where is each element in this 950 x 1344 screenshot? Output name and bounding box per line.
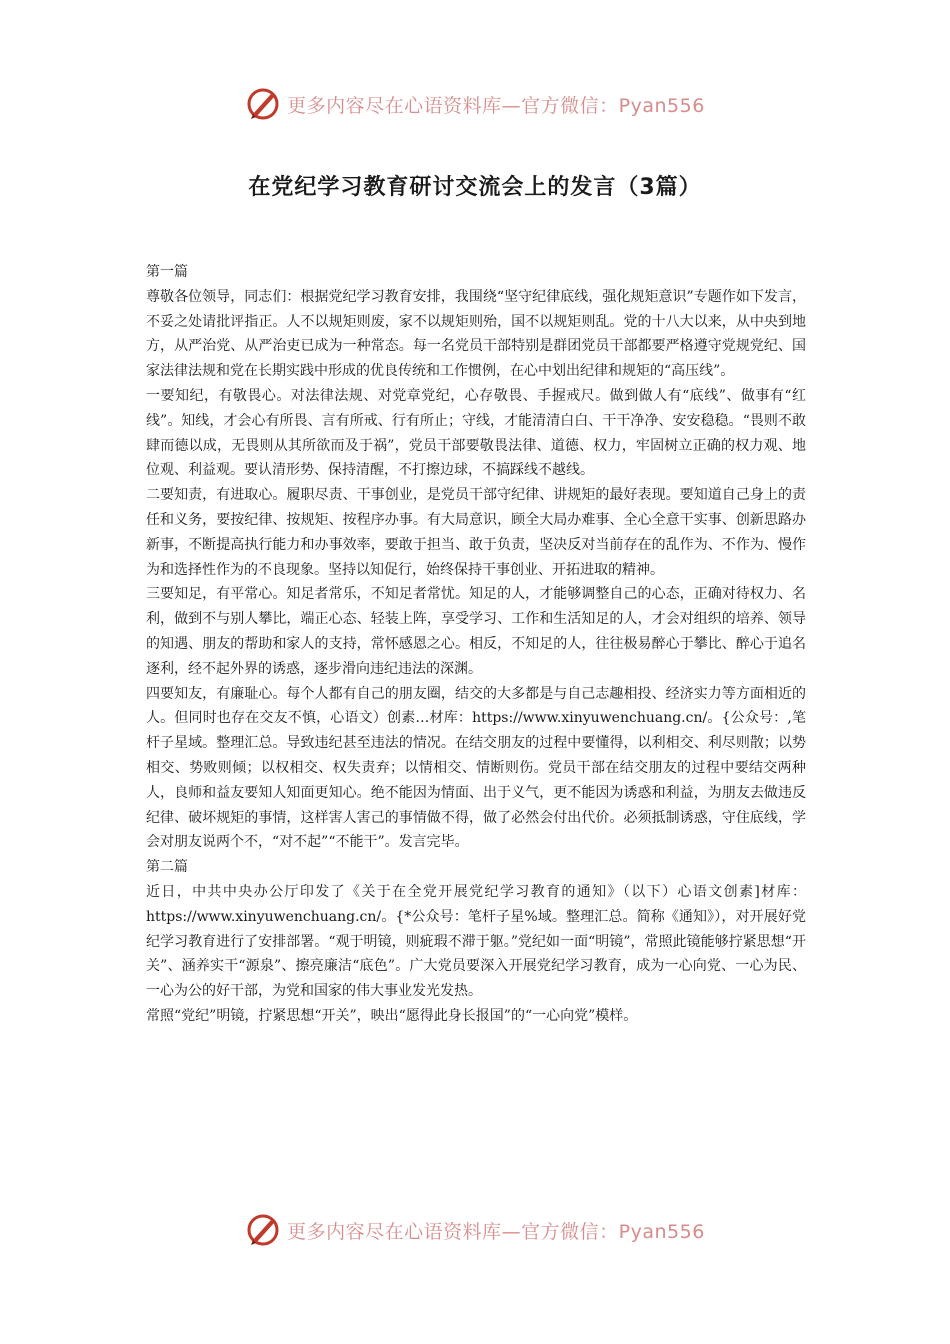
header-banner (0, 84, 950, 124)
paragraph: 一要知纪，有敬畏心。对法律法规、对党章党纪，心存敬畏、手握戒尺。做到做人有“底线”、做事有“红线”。知线，才会心有所畏、言有所戒、行有所止；守线，才能清清白白、干干净净、安安稳稳。“畏则不敢肆而德以成，无畏则从其所欲而及于祸”，党员干部要敬畏法律、道德、权力，牢固树立正确的权力观、地位观、利益观。要认清形势、保持清醒，不打擦边球，不搞踩线不越线。 (146, 387, 806, 479)
document-body (146, 260, 806, 1029)
pen-logo-icon (245, 86, 281, 122)
footer-banner (0, 1210, 950, 1250)
header-banner-text: 更多内容尽在心语资料库—官方微信：Pyan556 (287, 94, 705, 117)
document-title: 在党纪学习教育研讨交流会上的发言（3篇） (248, 175, 702, 200)
paragraph: 近日，中共中央办公厅印发了《关于在全党开展党纪学习教育的通知》（以下）心语文创素]材库：https://www.xinyuwenchuang.cn/。{*公众号：笔杆子星%域。整理汇总。简称《通知》），对开展好党纪学习教育进行了安排部署。“观于明镜，则疵瑕不滞于躯。”党纪如一面“明镜”，常照此镜能够拧紧思想“开关”、涵养实干“源泉”、擦亮廉洁“底色”。广大党员要深入开展党纪学习教育，成为一心向党、一心为民、一心为公的好干部，为党和国家的伟大事业发光发热。 (146, 883, 806, 1000)
footer-banner-text: 更多内容尽在心语资料库—官方微信：Pyan556 (287, 1220, 705, 1243)
paragraph: 三要知足，有平常心。知足者常乐，不知足者常忧。知足的人，才能够调整自己的心态，正确对待权力、名利，做到不与别人攀比，端正心态、轻装上阵，享受学习、工作和生活知足的人，才会对组织的培养、领导的知遇、朋友的帮助和家人的支持，常怀感恩之心。相反，不知足的人，往往极易醉心于攀比、醉心于追名逐利，经不起外界的诱惑，逐步滑向违纪违法的深渊。 (146, 586, 806, 677)
section-heading-2: 第二篇 (146, 859, 188, 876)
paragraph: 尊敬各位领导，同志们：根据党纪学习教育安排，我围绕“坚守纪律底线，强化规矩意识”专题作如下发言，不妥之处请批评指正。人不以规矩则废，家不以规矩则殆，国不以规矩则乱。党的十八大以来，从中央到地方，从严治党、从严治吏已成为一种常态。每一名党员干部特别是群团党员干部都要严格遵守党规党纪、国家法律法规和党在长期实践中形成的优良传统和工作惯例，在心中划出纪律和规矩的“高压线”。 (146, 288, 806, 380)
paragraph: 四要知友，有廉耻心。每个人都有自己的朋友圈，结交的大多都是与自己志趣相投、经济实力等方面相近的人。但同时也存在交友不慎，心语文）创素…材库：https://www.xinyuwenchuang.cn/。{公众号：,笔杆子星域。整理汇总。导致违纪甚至违法的情况。在结交朋友的过程中要懂得，以利相交、利尽则散；以势相交、势败则倾；以权相交、权失责弃；以情相交、情断则伤。党员干部在结交朋友的过程中要结交两种人，良师和益友要知人知面更知心。绝不能因为情面、出于义气，更不能因为诱惑和利益，为朋友去做违反纪律、破坏规矩的事情，这样害人害己的事情做不得，做了必然会付出代价。必须抵制诱惑，守住底线，学会对朋友说两个不，“对不起”“不能干”。发言完毕。 (146, 685, 806, 851)
section-heading-1: 第一篇 (146, 264, 188, 280)
pen-logo-icon (245, 1212, 281, 1248)
paragraph: 二要知责，有进取心。履职尽责、干事创业，是党员干部守纪律、讲规矩的最好表现。要知道自己身上的责任和义务，要按纪律、按规矩、按程序办事。有大局意识，顾全大局办难事、全心全意干实事、创新思路办新事，不断提高执行能力和办事效率，要敢于担当、敢于负责，坚决反对当前存在的乱作为、不作为、慢作为和选择性作为的不良现象。坚持以知促行，始终保持干事创业、开拓进取的精神。 (146, 487, 806, 578)
paragraph: 常照“党纪”明镜，拧紧思想“开关”，映出“愿得此身长报国”的“一心向党”模样。 (146, 1007, 638, 1024)
